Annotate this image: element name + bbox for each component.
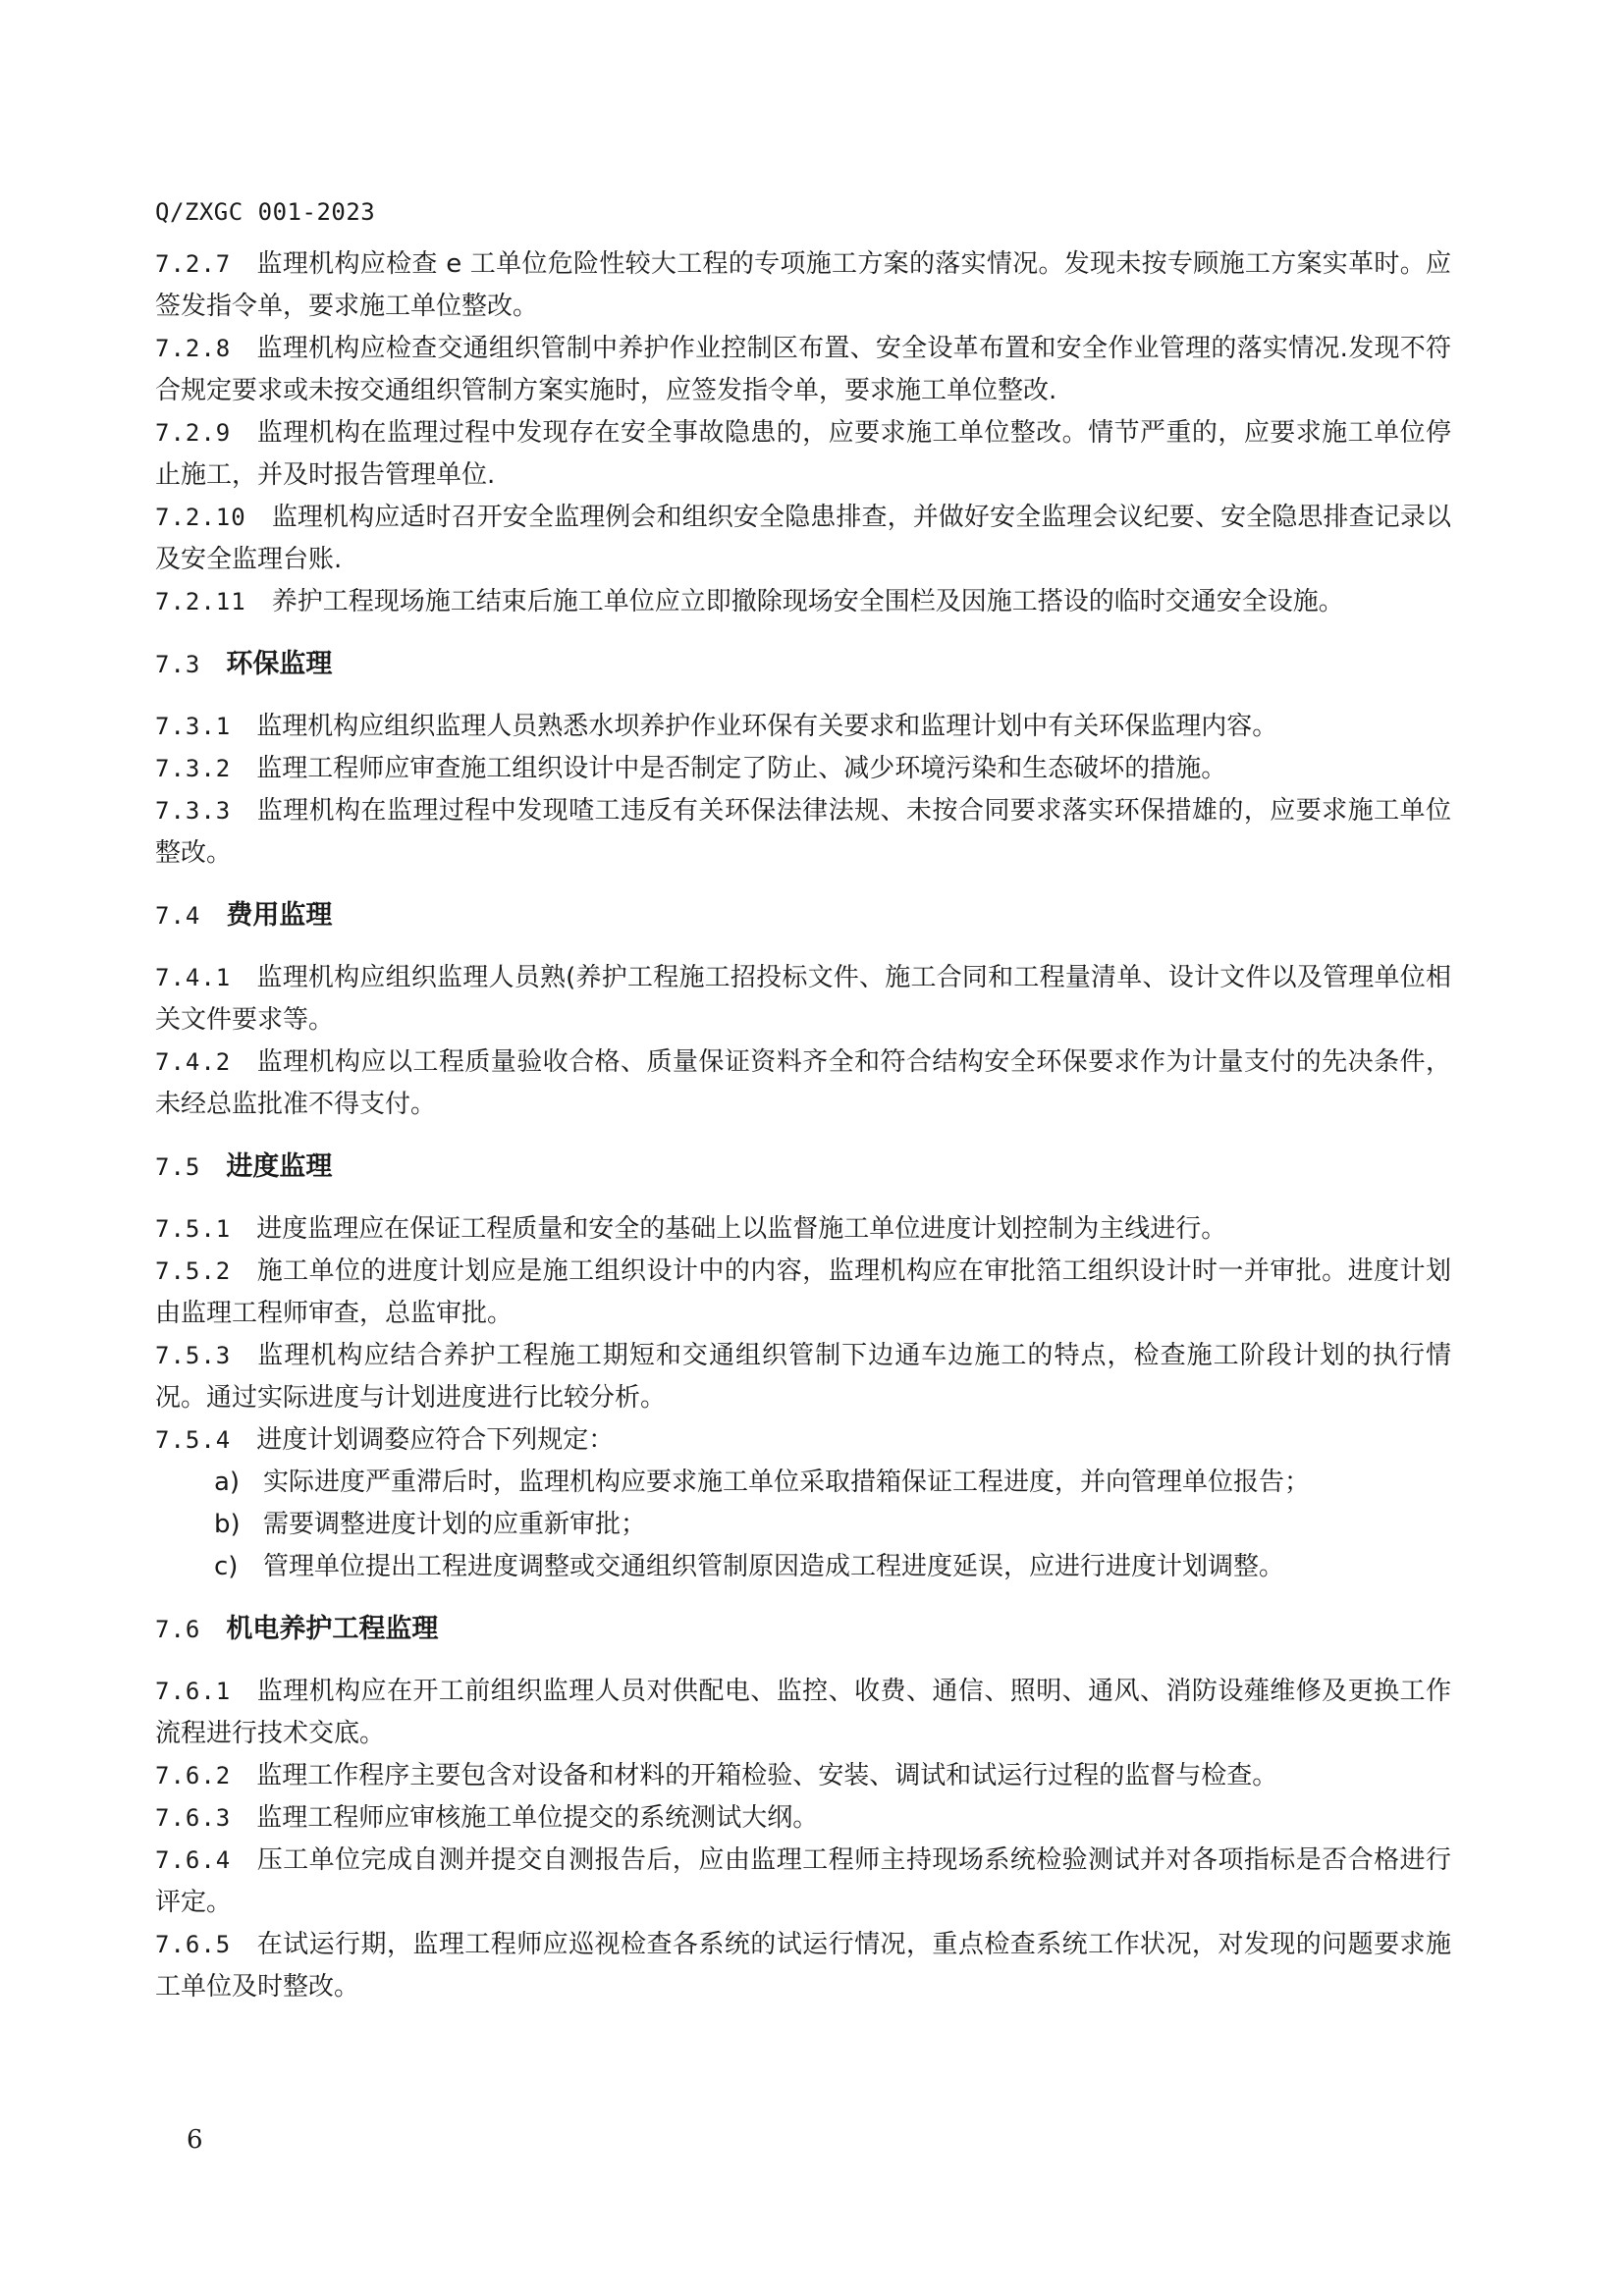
list-text: 实际进度严重滞后时，监理机构应要求施工单位采取措箱保证工程进度，并向管理单位报告； — [263, 1468, 1311, 1497]
document-page — [155, 192, 1451, 2008]
section-number: 7.5 — [155, 1153, 201, 1181]
clause-text: 进度计划调婺应符合下列规定： — [256, 1425, 615, 1455]
list-marker: c) — [214, 1552, 239, 1581]
clause-7-2-8 — [155, 328, 1451, 412]
clause-7-2-9 — [155, 412, 1451, 497]
section-number: 7.4 — [155, 902, 201, 930]
section-title: 进度监理 — [226, 1151, 333, 1182]
document-code: Q/ZXGC 001-2023 — [155, 198, 376, 226]
section-heading-7-4 — [155, 894, 1451, 937]
list-text: 管理单位提出工程进度调整或交通组织管制原因造成工程进度延误，应进行进度计划调整。 — [263, 1552, 1285, 1581]
clause-7-2-11 — [155, 581, 1451, 623]
list-item-b — [155, 1504, 1451, 1546]
clause-number: 7.5.4 — [155, 1426, 232, 1454]
list-marker: a) — [214, 1468, 241, 1497]
section-title: 费用监理 — [226, 900, 333, 931]
section-heading-7-6 — [155, 1608, 1451, 1651]
clause-text: 压工单位完成自测并提交自测报告后，应由监理工程师主持现场系统检验测试并对各项指标是否合格进行评定。 — [155, 1845, 1451, 1917]
clause-number: 7.2.8 — [155, 335, 232, 362]
section-heading-7-3 — [155, 643, 1451, 686]
clause-7-3-2 — [155, 748, 1451, 790]
clause-7-2-7 — [155, 243, 1451, 328]
list-text: 需要调整进度计划的应重新审批； — [263, 1510, 647, 1539]
clause-7-6-1 — [155, 1671, 1451, 1755]
clause-text: 监理机构在监理过程中发现喳工违反有关环保法律法规、未按合同要求落实环保措雄的，应要求施工单位整改。 — [155, 796, 1451, 868]
clause-number: 7.6.2 — [155, 1762, 232, 1789]
clause-number: 7.3.1 — [155, 713, 232, 740]
clause-number: 7.4.2 — [155, 1048, 232, 1076]
clause-7-2-10 — [155, 497, 1451, 581]
page-number: 6 — [187, 2125, 203, 2155]
clause-number: 7.6.1 — [155, 1678, 232, 1705]
clause-text: 监理机构应适时召开安全监理例会和组织安全隐患排查，并做好安全监理会议纪要、安全隐思排查记录以及安全监理台账. — [155, 503, 1451, 574]
clause-7-6-3 — [155, 1797, 1451, 1840]
clause-text: 监理机构应检查 e 工单位危险性较大工程的专项施工方案的落实情况。发现未按专顾施工方案实革时。应签发指令单，要求施工单位整改。 — [155, 249, 1451, 321]
clause-text: 监理机构应组织监理人员熟(养护工程施工招投标文件、施工合同和工程量清单、设计文件以及管理单位相关文件要求等。 — [155, 963, 1451, 1035]
clause-number: 7.6.5 — [155, 1931, 232, 1958]
clause-7-5-1 — [155, 1208, 1451, 1251]
clause-7-5-3 — [155, 1335, 1451, 1419]
clause-text: 养护工程现场施工结束后施工单位应立即撤除现场安全围栏及因施工搭设的临时交通安全设施。 — [271, 587, 1344, 616]
clause-number: 7.2.9 — [155, 419, 232, 447]
clause-number: 7.3.2 — [155, 755, 232, 782]
list-item-c — [155, 1546, 1451, 1588]
clause-text: 监理机构应在开工前组织监理人员对供配电、监控、收费、通信、照明、通风、消防设薤维修及更换工作流程进行技术交底。 — [155, 1677, 1451, 1748]
clause-number: 7.2.10 — [155, 504, 246, 531]
section-title: 环保监理 — [226, 649, 333, 679]
clause-7-6-2 — [155, 1755, 1451, 1797]
clause-number: 7.3.3 — [155, 797, 232, 825]
clause-text: 监理工程师应审查施工组织设计中是否制定了防止、减少环境污染和生态破坏的措施。 — [256, 754, 1227, 783]
clause-7-5-2 — [155, 1251, 1451, 1335]
clause-text: 监理机构在监理过程中发现存在安全事故隐患的，应要求施工单位整改。情节严重的，应要求施工单位停止施工，并及时报告管理单位. — [155, 418, 1451, 490]
section-number: 7.6 — [155, 1616, 201, 1643]
clause-text: 监理机构应检查交通组织管制中养护作业控制区布置、安全设革布置和安全作业管理的落实情况.发现不符合规定要求或未按交通组织管制方案实施时，应签发指令单，要求施工单位整改. — [155, 334, 1451, 405]
clause-number: 7.6.3 — [155, 1804, 232, 1832]
clause-7-5-4 — [155, 1419, 1451, 1462]
clause-text: 在试运行期，监理工程师应巡视检查各系统的试运行情况，重点检查系统工作状况，对发现的问题要求施工单位及时整改。 — [155, 1930, 1451, 2002]
clause-text: 进度监理应在保证工程质量和安全的基础上以监督施工单位进度计划控制为主线进行。 — [256, 1214, 1227, 1244]
clause-text: 监理机构应结合养护工程施工期短和交通组织管制下边通车边施工的特点，检查施工阶段计划的执行情况。通过实际进度与计划进度进行比较分析。 — [155, 1341, 1451, 1413]
clause-number: 7.5.1 — [155, 1215, 232, 1243]
clause-7-3-3 — [155, 790, 1451, 875]
clause-7-4-2 — [155, 1041, 1451, 1126]
clause-text: 监理工程师应审核施工单位提交的系统测试大纲。 — [256, 1803, 819, 1833]
clause-text: 监理工作程序主要包含对设备和材料的开箱检验、安装、调试和试运行过程的监督与检查。 — [256, 1761, 1278, 1790]
list-item-a — [155, 1462, 1451, 1504]
clause-number: 7.6.4 — [155, 1846, 232, 1874]
section-heading-7-5 — [155, 1146, 1451, 1189]
clause-7-6-4 — [155, 1840, 1451, 1924]
clause-number: 7.4.1 — [155, 964, 232, 991]
clause-7-3-1 — [155, 706, 1451, 748]
clause-number: 7.5.2 — [155, 1257, 232, 1285]
clause-7-6-5 — [155, 1924, 1451, 2008]
section-title: 机电养护工程监理 — [226, 1614, 439, 1644]
clause-text: 施工单位的进度计划应是施工组织设计中的内容，监理机构应在审批箔工组织设计时一并审批。进度计划由监理工程师审查，总监审批。 — [155, 1256, 1451, 1328]
clause-7-4-1 — [155, 957, 1451, 1041]
clause-number: 7.2.7 — [155, 250, 232, 278]
clause-number: 7.2.11 — [155, 588, 246, 615]
section-number: 7.3 — [155, 651, 201, 678]
clause-number: 7.5.3 — [155, 1342, 232, 1369]
clause-text: 监理机构应组织监理人员熟悉水坝养护作业环保有关要求和监理计划中有关环保监理内容。 — [256, 712, 1278, 741]
clause-text: 监理机构应以工程质量验收合格、质量保证资料齐全和符合结构安全环保要求作为计量支付的先决条件，未经总监批准不得支付。 — [155, 1047, 1451, 1119]
list-marker: b) — [214, 1510, 241, 1539]
